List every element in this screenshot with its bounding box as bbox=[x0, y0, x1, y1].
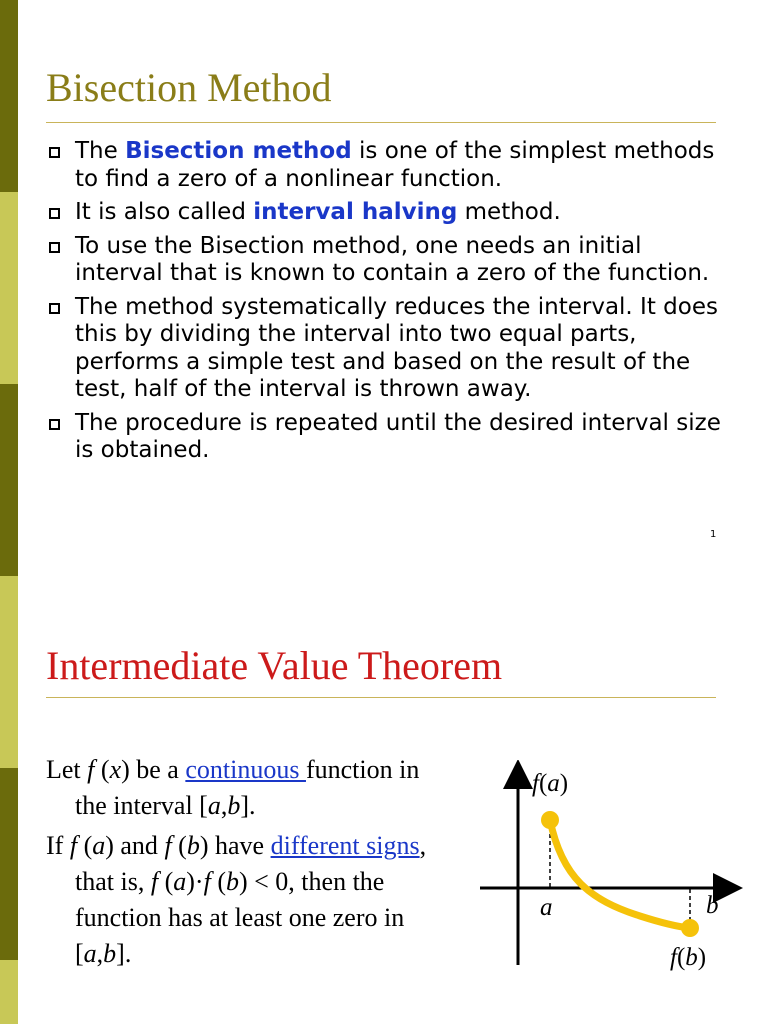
bullet-item bbox=[46, 294, 736, 404]
math-var: f bbox=[150, 867, 159, 896]
bullet-highlight: interval halving bbox=[253, 199, 458, 225]
bullet-item bbox=[46, 138, 736, 193]
bullet-text: To use the Bisection method, one needs an initial interval that is known to contain a zero of the function. bbox=[75, 232, 710, 286]
text: ) and bbox=[105, 831, 165, 860]
math-var: a bbox=[92, 831, 106, 860]
text: Let bbox=[46, 755, 88, 784]
bullet-square-icon bbox=[49, 419, 60, 430]
text: ) be a bbox=[121, 755, 186, 784]
math-var: x bbox=[109, 755, 122, 784]
bullet-text: The procedure is repeated until the desired interval size is obtained. bbox=[75, 409, 721, 463]
math-var: f bbox=[69, 831, 78, 860]
bullet-text: The bbox=[75, 138, 126, 164]
label-b: b bbox=[706, 892, 719, 919]
bullet-item bbox=[46, 233, 736, 288]
text: ( bbox=[158, 867, 174, 896]
bullet-text: is one of the simplest methods to find a zero of a nonlinear function. bbox=[75, 138, 715, 192]
bullet-highlight: Bisection method bbox=[125, 138, 352, 164]
text: function in the interval [ bbox=[75, 755, 420, 820]
text: ) < 0, then the function has at least one zero in [ bbox=[75, 867, 405, 968]
bullet-item bbox=[46, 199, 736, 227]
text: ( bbox=[210, 867, 226, 896]
text: If bbox=[46, 831, 70, 860]
bullet-item bbox=[46, 410, 736, 465]
bullet-text: The method systematically reduces the interval. It does this by dividing the interval into two equal parts, performs a simple test and based on the result of the test, half of the interval is thrown away. bbox=[75, 293, 718, 402]
text: , bbox=[220, 791, 228, 820]
different-signs-link[interactable]: different signs bbox=[270, 831, 420, 860]
label-fb: f(b) bbox=[670, 944, 707, 971]
stripe-segment bbox=[0, 576, 18, 768]
math-var: b bbox=[103, 939, 117, 968]
theorem-paragraph bbox=[46, 828, 456, 972]
text: ) have bbox=[199, 831, 271, 860]
graph-svg bbox=[470, 760, 750, 990]
text: ( bbox=[77, 831, 93, 860]
bullet-square-icon bbox=[49, 147, 60, 158]
bullet-list bbox=[46, 138, 736, 471]
slide-title: Bisection Method bbox=[46, 65, 332, 110]
slide-title: Intermediate Value Theorem bbox=[46, 643, 503, 688]
text: ( bbox=[94, 755, 110, 784]
text: ]. bbox=[116, 939, 132, 968]
math-var: f bbox=[87, 755, 95, 784]
function-curve bbox=[550, 820, 690, 928]
bullet-square-icon bbox=[49, 208, 60, 219]
text: , bbox=[96, 939, 104, 968]
ivt-graph bbox=[470, 760, 750, 990]
math-var: a bbox=[83, 939, 97, 968]
math-var: a bbox=[173, 867, 187, 896]
point-fa bbox=[541, 811, 559, 829]
bullet-square-icon bbox=[49, 303, 60, 314]
point-fb bbox=[681, 919, 699, 937]
bullet-text: It is also called bbox=[75, 199, 254, 225]
text: ]. bbox=[240, 791, 256, 820]
math-var: b bbox=[225, 867, 239, 896]
label-fa: f(a) bbox=[532, 770, 569, 797]
bullet-square-icon bbox=[49, 242, 60, 253]
theorem-paragraph bbox=[46, 752, 456, 824]
page-number: 1 bbox=[710, 529, 717, 540]
math-var: f bbox=[203, 867, 211, 896]
continuous-link[interactable]: continuous bbox=[185, 755, 306, 784]
title-divider bbox=[46, 122, 716, 123]
text: , that is, bbox=[75, 831, 427, 896]
theorem-text bbox=[46, 752, 456, 976]
text: )· bbox=[186, 867, 204, 896]
math-var: a bbox=[207, 791, 221, 820]
title-divider bbox=[46, 697, 716, 698]
math-var: f bbox=[164, 831, 172, 860]
label-a: a bbox=[540, 894, 553, 921]
math-var: b bbox=[186, 831, 200, 860]
stripe-segment bbox=[0, 768, 18, 960]
math-var: b bbox=[227, 791, 241, 820]
bullet-text: method. bbox=[457, 199, 561, 225]
text: ( bbox=[171, 831, 187, 860]
stripe-segment bbox=[0, 960, 18, 1024]
